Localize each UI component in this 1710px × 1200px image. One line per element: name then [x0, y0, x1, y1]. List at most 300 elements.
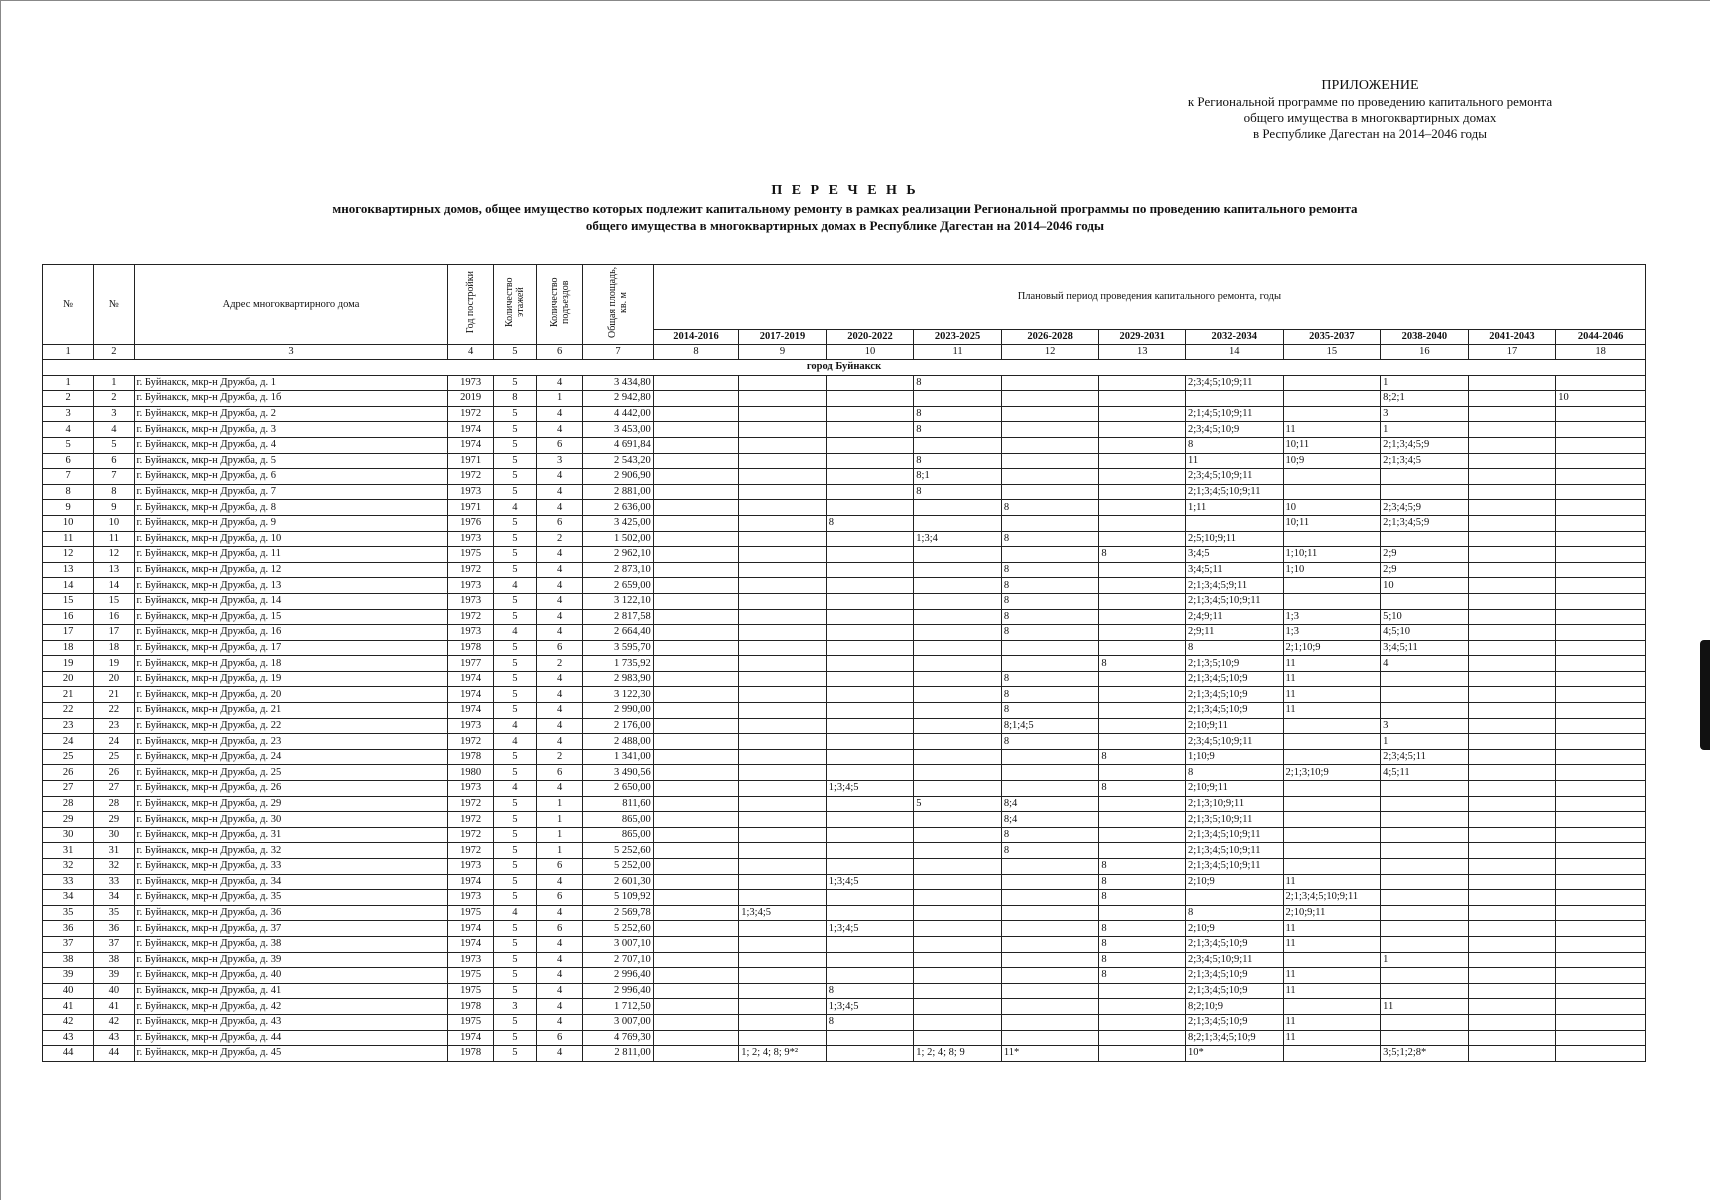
table-cell: 16	[94, 609, 134, 625]
table-cell: 21	[94, 687, 134, 703]
table-cell: 3	[43, 406, 94, 422]
table-cell	[1556, 609, 1646, 625]
table-cell: 1974	[448, 703, 493, 719]
table-cell	[739, 983, 827, 999]
table-cell	[1556, 812, 1646, 828]
table-cell	[739, 391, 827, 407]
table-cell: 1;3;4;5	[826, 999, 914, 1015]
table-cell: 2;1;3;4;5;10;9;11	[1283, 890, 1381, 906]
table-cell	[826, 687, 914, 703]
table-cell	[739, 531, 827, 547]
table-cell: 34	[94, 890, 134, 906]
table-cell: 5	[493, 843, 536, 859]
table-cell: 1 502,00	[583, 531, 653, 547]
table-cell: 11	[94, 531, 134, 547]
table-cell	[1556, 952, 1646, 968]
table-cell	[826, 469, 914, 485]
table-cell	[1468, 640, 1556, 656]
table-cell	[653, 734, 739, 750]
table-cell: 41	[94, 999, 134, 1015]
table-cell	[914, 734, 1002, 750]
table-cell	[914, 765, 1002, 781]
table-cell: 14	[94, 578, 134, 594]
table-cell: 1	[1381, 422, 1469, 438]
table-cell: 2 996,40	[583, 983, 653, 999]
table-cell: 11	[1381, 999, 1469, 1015]
table-cell	[1001, 952, 1099, 968]
table-cell: г. Буйнакск, мкр-н Дружба, д. 24	[134, 749, 448, 765]
table-row	[43, 734, 1646, 750]
table-cell	[1468, 718, 1556, 734]
table-row	[43, 531, 1646, 547]
table-cell: 1974	[448, 671, 493, 687]
table-cell: г. Буйнакск, мкр-н Дружба, д. 8	[134, 500, 448, 516]
table-cell: 4	[537, 484, 583, 500]
table-cell: 8	[1001, 671, 1099, 687]
header-colnum: 5	[493, 345, 536, 360]
table-cell: 2;10;9	[1185, 921, 1283, 937]
table-cell: 4	[537, 905, 583, 921]
table-cell	[1381, 827, 1469, 843]
table-cell: 29	[94, 812, 134, 828]
table-cell	[1468, 999, 1556, 1015]
table-cell	[653, 796, 739, 812]
table-cell: 5 252,00	[583, 859, 653, 875]
table-cell: 1	[1381, 734, 1469, 750]
table-cell: 12	[43, 547, 94, 563]
table-cell: 3;4;5;11	[1381, 640, 1469, 656]
table-row	[43, 952, 1646, 968]
document-title-block	[40, 182, 1650, 234]
table-row	[43, 749, 1646, 765]
table-cell: г. Буйнакск, мкр-н Дружба, д. 16	[134, 625, 448, 641]
table-cell: 2;1;3;4;5;10;9	[1185, 968, 1283, 984]
table-row	[43, 765, 1646, 781]
table-cell: 7	[94, 469, 134, 485]
table-cell: 5	[493, 859, 536, 875]
header-colnums-row	[43, 345, 1646, 360]
table-cell	[914, 547, 1002, 563]
table-cell: 5	[493, 609, 536, 625]
table-cell: 2 659,00	[583, 578, 653, 594]
table-cell: 1;10	[1283, 562, 1381, 578]
page-edge-top	[0, 0, 1710, 1]
table-cell: 4;5;11	[1381, 765, 1469, 781]
table-cell	[1556, 484, 1646, 500]
table-cell	[1556, 749, 1646, 765]
table-cell: 39	[94, 968, 134, 984]
table-cell	[1001, 890, 1099, 906]
table-cell	[1381, 890, 1469, 906]
table-row	[43, 859, 1646, 875]
header-colnum: 8	[653, 345, 739, 360]
table-cell	[1468, 469, 1556, 485]
table-cell: 19	[43, 656, 94, 672]
table-cell: г. Буйнакск, мкр-н Дружба, д. 23	[134, 734, 448, 750]
table-cell: 34	[43, 890, 94, 906]
table-cell: 17	[94, 625, 134, 641]
table-cell	[1099, 375, 1186, 391]
table-cell: 4	[537, 687, 583, 703]
table-cell: 1; 2; 4; 8; 9	[914, 1046, 1002, 1062]
table-cell: г. Буйнакск, мкр-н Дружба, д. 38	[134, 936, 448, 952]
table-cell: 2;1;3;4;5;10;9;11	[1185, 843, 1283, 859]
table-cell	[1099, 578, 1186, 594]
table-cell	[1099, 734, 1186, 750]
page-edge-left	[0, 0, 1, 1200]
table-cell	[739, 734, 827, 750]
table-cell	[914, 812, 1002, 828]
table-cell: 5	[914, 796, 1002, 812]
table-cell: 8	[1001, 703, 1099, 719]
table-row	[43, 671, 1646, 687]
table-body	[43, 360, 1646, 1062]
table-cell	[1283, 375, 1381, 391]
table-cell	[1001, 781, 1099, 797]
table-cell: 4 769,30	[583, 1030, 653, 1046]
table-cell	[653, 625, 739, 641]
table-row	[43, 500, 1646, 516]
table-cell: 1975	[448, 968, 493, 984]
table-cell: 43	[94, 1030, 134, 1046]
table-cell: 5	[493, 656, 536, 672]
table-cell: 1972	[448, 796, 493, 812]
table-cell: 4	[43, 422, 94, 438]
table-cell	[1001, 983, 1099, 999]
table-cell: 3 434,80	[583, 375, 653, 391]
table-cell	[1099, 999, 1186, 1015]
table-cell	[826, 422, 914, 438]
table-cell	[1468, 968, 1556, 984]
table-cell	[1468, 952, 1556, 968]
table-cell: 8	[1099, 547, 1186, 563]
table-cell: 5;10	[1381, 609, 1469, 625]
table-cell	[653, 578, 739, 594]
table-cell	[1468, 1014, 1556, 1030]
table-row	[43, 874, 1646, 890]
table-cell: 1973	[448, 484, 493, 500]
table-cell: г. Буйнакск, мкр-н Дружба, д. 42	[134, 999, 448, 1015]
table-cell	[739, 593, 827, 609]
table-cell: г. Буйнакск, мкр-н Дружба, д. 44	[134, 1030, 448, 1046]
table-cell	[914, 656, 1002, 672]
table-cell: 35	[94, 905, 134, 921]
table-cell: 1;3;4;5	[826, 781, 914, 797]
table-cell	[1381, 687, 1469, 703]
table-cell: 3 122,10	[583, 593, 653, 609]
table-cell: 10*	[1185, 1046, 1283, 1062]
table-cell	[1556, 921, 1646, 937]
table-cell: 1971	[448, 500, 493, 516]
table-cell: 1977	[448, 656, 493, 672]
table-cell: 8	[826, 1014, 914, 1030]
table-cell: 18	[94, 640, 134, 656]
table-cell: 24	[43, 734, 94, 750]
table-cell	[1099, 515, 1186, 531]
table-cell	[653, 749, 739, 765]
table-cell	[739, 827, 827, 843]
table-cell: 11	[1283, 983, 1381, 999]
header-colnum: 18	[1556, 345, 1646, 360]
table-cell	[1001, 656, 1099, 672]
table-cell	[739, 406, 827, 422]
table-cell	[1556, 687, 1646, 703]
table-cell: 5	[493, 593, 536, 609]
table-cell: 10;11	[1283, 515, 1381, 531]
table-cell	[653, 562, 739, 578]
table-cell: г. Буйнакск, мкр-н Дружба, д. 33	[134, 859, 448, 875]
table-cell	[1468, 547, 1556, 563]
table-cell	[1468, 734, 1556, 750]
table-cell: 11	[43, 531, 94, 547]
header-colnum: 11	[914, 345, 1002, 360]
table-cell	[1468, 765, 1556, 781]
table-cell: 14	[43, 578, 94, 594]
table-cell	[1381, 874, 1469, 890]
table-cell: 8;1;4;5	[1001, 718, 1099, 734]
table-cell	[1381, 1014, 1469, 1030]
table-cell: 11	[1283, 422, 1381, 438]
table-cell: 1	[537, 812, 583, 828]
table-header	[43, 265, 1646, 360]
table-cell: 1972	[448, 827, 493, 843]
table-cell: г. Буйнакск, мкр-н Дружба, д. 21	[134, 703, 448, 719]
table-cell: 41	[43, 999, 94, 1015]
table-cell: г. Буйнакск, мкр-н Дружба, д. 37	[134, 921, 448, 937]
table-cell: 25	[43, 749, 94, 765]
table-cell: г. Буйнакск, мкр-н Дружба, д. 34	[134, 874, 448, 890]
table-cell	[1556, 547, 1646, 563]
table-cell	[1099, 469, 1186, 485]
table-cell: 8	[1001, 734, 1099, 750]
table-cell	[739, 422, 827, 438]
table-cell: 1973	[448, 625, 493, 641]
table-cell: 10	[1381, 578, 1469, 594]
table-row	[43, 422, 1646, 438]
table-cell: 4	[537, 983, 583, 999]
table-cell: 1	[537, 843, 583, 859]
table-cell: 20	[43, 671, 94, 687]
table-cell	[826, 765, 914, 781]
table-cell	[1099, 625, 1186, 641]
table-cell: 5	[493, 375, 536, 391]
table-cell: 1973	[448, 859, 493, 875]
table-cell	[739, 437, 827, 453]
table-cell	[1099, 765, 1186, 781]
table-cell	[1468, 983, 1556, 999]
table-cell	[1283, 843, 1381, 859]
table-cell: 4	[537, 734, 583, 750]
table-cell: 5	[94, 437, 134, 453]
table-cell	[653, 859, 739, 875]
table-cell	[1468, 890, 1556, 906]
table-cell	[1556, 500, 1646, 516]
header-year-label: Год постройки	[465, 270, 477, 334]
table-cell	[914, 718, 1002, 734]
table-cell	[1556, 453, 1646, 469]
table-cell	[1283, 1046, 1381, 1062]
table-cell	[739, 578, 827, 594]
header-colnum: 7	[583, 345, 653, 360]
table-cell	[1381, 531, 1469, 547]
table-cell	[826, 391, 914, 407]
table-cell: 1 712,50	[583, 999, 653, 1015]
table-cell: 29	[43, 812, 94, 828]
table-cell: 1975	[448, 983, 493, 999]
table-cell	[914, 593, 1002, 609]
header-area	[583, 265, 653, 345]
table-cell: 5	[493, 547, 536, 563]
table-cell: 1 341,00	[583, 749, 653, 765]
table-cell: 6	[537, 515, 583, 531]
table-cell: 2;1;3;4;5;9;11	[1185, 578, 1283, 594]
header-colnum: 13	[1099, 345, 1186, 360]
table-cell: г. Буйнакск, мкр-н Дружба, д. 11	[134, 547, 448, 563]
table-cell: г. Буйнакск, мкр-н Дружба, д. 26	[134, 781, 448, 797]
table-cell	[1099, 796, 1186, 812]
table-cell	[1468, 375, 1556, 391]
table-cell: 8	[1185, 437, 1283, 453]
table-cell	[1556, 874, 1646, 890]
table-cell	[914, 952, 1002, 968]
table-cell	[1185, 515, 1283, 531]
table-cell: 3;4;5;11	[1185, 562, 1283, 578]
table-cell	[826, 812, 914, 828]
table-cell	[1001, 905, 1099, 921]
table-cell: 8;4	[1001, 812, 1099, 828]
table-row	[43, 453, 1646, 469]
table-cell	[826, 1030, 914, 1046]
table-cell: 2;1;3;4;5;10;9;11	[1185, 484, 1283, 500]
table-cell: 6	[537, 640, 583, 656]
table-cell	[1468, 687, 1556, 703]
table-cell	[1001, 547, 1099, 563]
table-cell: 11	[1283, 921, 1381, 937]
table-cell: 8	[826, 515, 914, 531]
table-cell	[914, 1030, 1002, 1046]
header-colnum: 16	[1381, 345, 1469, 360]
table-cell: 10;11	[1283, 437, 1381, 453]
table-cell: 1975	[448, 905, 493, 921]
table-cell: 5	[493, 936, 536, 952]
table-cell: 5 252,60	[583, 843, 653, 859]
table-cell	[653, 453, 739, 469]
table-cell	[739, 765, 827, 781]
table-cell: 4	[537, 406, 583, 422]
table-cell	[1001, 999, 1099, 1015]
table-row	[43, 484, 1646, 500]
table-cell: 5	[493, 671, 536, 687]
table-cell: 4	[537, 422, 583, 438]
table-cell: 15	[94, 593, 134, 609]
table-cell: 4	[493, 500, 536, 516]
table-cell: 10	[1283, 500, 1381, 516]
table-cell	[739, 796, 827, 812]
table-cell	[739, 625, 827, 641]
table-cell: 1978	[448, 640, 493, 656]
table-cell: 1;3;4;5	[826, 921, 914, 937]
table-cell	[914, 609, 1002, 625]
table-cell	[826, 609, 914, 625]
document-subtitle: общего имущества в многоквартирных домах в Республике Дагестан на 2014–2046 годы	[585, 218, 1105, 233]
table-cell	[1381, 905, 1469, 921]
table-cell: 5	[493, 827, 536, 843]
table-cell	[1099, 531, 1186, 547]
table-cell	[739, 936, 827, 952]
table-cell	[1468, 453, 1556, 469]
table-cell: 4	[537, 874, 583, 890]
table-cell	[914, 671, 1002, 687]
header-period-5: 2029-2031	[1099, 330, 1186, 345]
table-cell	[1001, 765, 1099, 781]
table-cell	[1468, 827, 1556, 843]
table-cell: 2 817,58	[583, 609, 653, 625]
table-cell: г. Буйнакск, мкр-н Дружба, д. 39	[134, 952, 448, 968]
table-cell: 8	[914, 422, 1002, 438]
table-cell: 5	[493, 968, 536, 984]
appendix-block	[1120, 78, 1620, 142]
table-cell: 2;3;4;5;10;9;11	[1185, 952, 1283, 968]
table-cell	[1099, 437, 1186, 453]
table-row	[43, 812, 1646, 828]
table-cell: 2 983,90	[583, 671, 653, 687]
table-row	[43, 391, 1646, 407]
table-cell	[1468, 656, 1556, 672]
table-cell	[1099, 1030, 1186, 1046]
table-cell: 3	[537, 453, 583, 469]
table-cell: 2;9	[1381, 562, 1469, 578]
table-cell: 5	[493, 406, 536, 422]
table-cell: г. Буйнакск, мкр-н Дружба, д. 10	[134, 531, 448, 547]
table-cell: 11	[1283, 656, 1381, 672]
table-cell	[739, 999, 827, 1015]
table-cell	[826, 500, 914, 516]
table-cell	[1283, 999, 1381, 1015]
table-cell: 6	[537, 1030, 583, 1046]
table-cell	[739, 703, 827, 719]
table-cell: 11	[1283, 671, 1381, 687]
table-cell	[653, 983, 739, 999]
table-row	[43, 781, 1646, 797]
table-cell	[1283, 531, 1381, 547]
table-cell	[1468, 671, 1556, 687]
table-cell	[914, 391, 1002, 407]
table-cell	[1556, 1046, 1646, 1062]
table-cell: 1978	[448, 749, 493, 765]
table-cell: 4	[537, 547, 583, 563]
table-cell: 4	[493, 625, 536, 641]
table-cell	[739, 609, 827, 625]
table-cell: 1972	[448, 406, 493, 422]
table-cell	[653, 921, 739, 937]
table-cell: 2;4;9;11	[1185, 609, 1283, 625]
table-cell	[1381, 812, 1469, 828]
table-cell: 5	[493, 874, 536, 890]
table-cell	[739, 890, 827, 906]
table-cell: 11	[1283, 874, 1381, 890]
table-cell: г. Буйнакск, мкр-н Дружба, д. 31	[134, 827, 448, 843]
table-cell: г. Буйнакск, мкр-н Дружба, д. 9	[134, 515, 448, 531]
table-cell	[1099, 593, 1186, 609]
table-row	[43, 578, 1646, 594]
table-cell: 11	[1283, 703, 1381, 719]
table-cell: 3	[94, 406, 134, 422]
table-cell: 4 442,00	[583, 406, 653, 422]
table-cell: 1	[537, 391, 583, 407]
table-cell	[1001, 921, 1099, 937]
table-cell	[739, 469, 827, 485]
table-cell: 2 650,00	[583, 781, 653, 797]
